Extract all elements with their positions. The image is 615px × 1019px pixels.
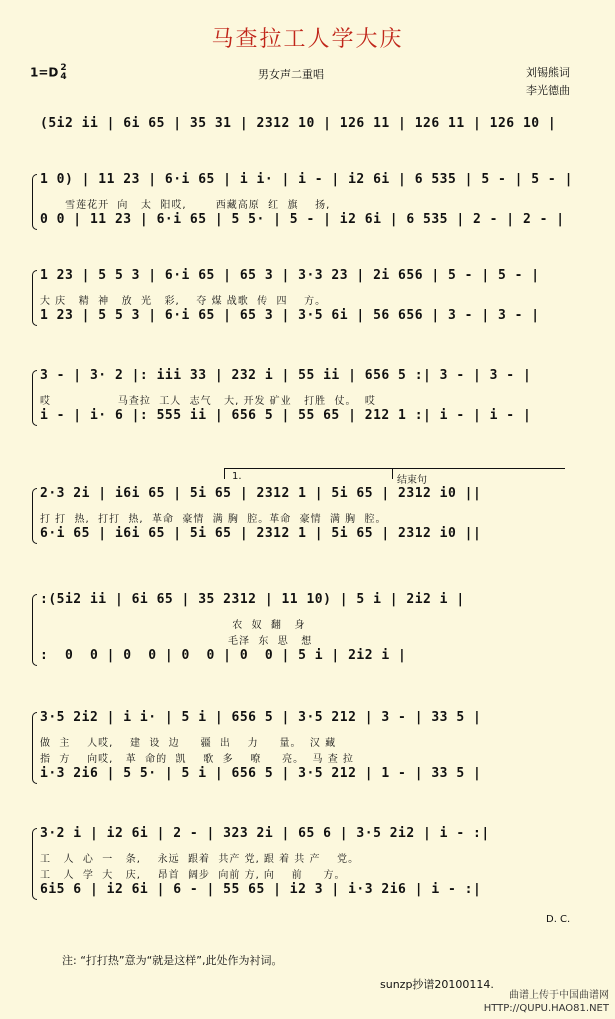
notation-line: 6i5 6 | i2 6i | 6 - | 55 65 | i2 3 | i·3 2i6 | i - :| bbox=[40, 882, 482, 897]
time-signature bbox=[60, 64, 66, 82]
page-title: 马查拉工人学大庆 bbox=[211, 27, 404, 52]
notation-line: 3·5 2i2 | i i· | 5 i | 656 5 | 3·5 212 | 3 - | 33 5 | bbox=[40, 710, 482, 725]
lyric-line: 工 人 心 一 条, 永远 跟着 共产 党, 跟 着 共 产 党。 bbox=[40, 854, 360, 865]
system-brace bbox=[32, 594, 37, 666]
system-brace bbox=[32, 174, 37, 230]
lyric-line: 指 方 向哎, 革 命的 凯 歌 多 嘹 亮。 马 查 拉 bbox=[40, 754, 354, 765]
watermark-line-2: HTTP://QUPU.HAO81.NET bbox=[483, 1003, 609, 1014]
system-brace bbox=[32, 488, 37, 544]
notation-line: 2·3 2i | i6i 65 | 5i 65 | 2312 1 | 5i 65 | 2312 i0 || bbox=[40, 486, 482, 501]
performance-type: 男女声二重唱 bbox=[258, 68, 324, 81]
notation-line: : 0 0 | 0 0 | 0 0 | 0 0 | 5 i | 2i2 i | bbox=[40, 648, 407, 663]
notation-line: 3·2 i | i2 6i | 2 - | 323 2i | 65 6 | 3·5 2i2 | i - :| bbox=[40, 826, 490, 841]
key-signature bbox=[30, 64, 67, 82]
notation-line: 6·i 65 | i6i 65 | 5i 65 | 2312 1 | 5i 65 | 2312 i0 || bbox=[40, 526, 482, 541]
system-brace bbox=[32, 370, 37, 426]
volta-end-label: 结束句 bbox=[397, 475, 427, 486]
key-label: 1=D bbox=[30, 65, 59, 80]
lyric-line: 农 奴 翻 身 bbox=[40, 620, 306, 631]
notation-line: i·3 2i6 | 5 5· | 5 i | 656 5 | 3·5 212 | 1 - | 33 5 | bbox=[40, 766, 482, 781]
watermark bbox=[484, 989, 609, 1015]
transcriber-credit: sunzp抄谱20100114. bbox=[380, 978, 494, 991]
notation-line: 1 0) | 11 23 | 6·i 65 | i i· | i - | i2 6i | 6 535 | 5 - | 5 - | bbox=[40, 172, 573, 187]
lyric-line: 哎 马查拉 工人 志气 大, 开发 矿业 打胜 仗。 哎 bbox=[40, 396, 376, 407]
notation-line: i - | i· 6 |: 555 ii | 656 5 | 55 65 | 212 1 :| i - | i - | bbox=[40, 408, 532, 423]
watermark-line-1: 曲谱上传于中国曲谱网 bbox=[509, 990, 609, 1001]
footnote: 注: “打打热”意为“就是这样”,此处作为衬词。 bbox=[62, 954, 283, 967]
notation-line: :(5i2 ii | 6i 65 | 35 2312 | 11 10) | 5 i | 2i2 i | bbox=[40, 592, 465, 607]
lyric-line: 打 打 热, 打打 热, 革命 豪情 满 胸 腔。革命 豪情 满 胸 腔。 bbox=[40, 514, 387, 525]
time-bottom: 4 bbox=[60, 72, 67, 82]
lyric-line: 毛泽 东 思 想 bbox=[40, 636, 313, 647]
notation-line: 3 - | 3· 2 |: iii 33 | 232 i | 55 ii | 656 5 :| 3 - | 3 - | bbox=[40, 368, 532, 383]
lyricist: 刘锡熊词 bbox=[526, 66, 570, 79]
system-brace bbox=[32, 828, 37, 900]
system-brace bbox=[32, 270, 37, 326]
notation-line: 1 23 | 5 5 3 | 6·i 65 | 65 3 | 3·5 6i | 56 656 | 3 - | 3 - | bbox=[40, 308, 540, 323]
notation-line: 0 0 | 11 23 | 6·i 65 | 5 5· | 5 - | i2 6i | 6 535 | 2 - | 2 - | bbox=[40, 212, 565, 227]
volta-bracket-1 bbox=[224, 468, 393, 479]
time-top: 2 bbox=[60, 63, 67, 73]
notation-line: 1 23 | 5 5 3 | 6·i 65 | 65 3 | 3·3 23 | 2i 656 | 5 - | 5 - | bbox=[40, 268, 540, 283]
lyric-line: 雪莲花开 向 太 阳哎, 西藏高原 红 旗 扬, bbox=[40, 200, 331, 211]
volta-1-label: 1. bbox=[232, 471, 242, 482]
composer: 李光德曲 bbox=[526, 84, 570, 97]
lyric-line: 大 庆 精 神 放 光 彩, 夺 煤 战歌 传 四 方。 bbox=[40, 296, 327, 307]
system-brace bbox=[32, 712, 37, 784]
lyric-line: 工 人 学 大 庆, 昂首 阔步 向前 方, 向 前 方。 bbox=[40, 870, 346, 881]
dc-mark: D. C. bbox=[546, 914, 571, 925]
lyric-line: 做 主 人哎, 建 设 边 疆 出 力 量。 汉 藏 bbox=[40, 738, 337, 749]
notation-line: (5i2 ii | 6i 65 | 35 31 | 2312 10 | 126 11 | 126 11 | 126 10 | bbox=[40, 116, 557, 131]
